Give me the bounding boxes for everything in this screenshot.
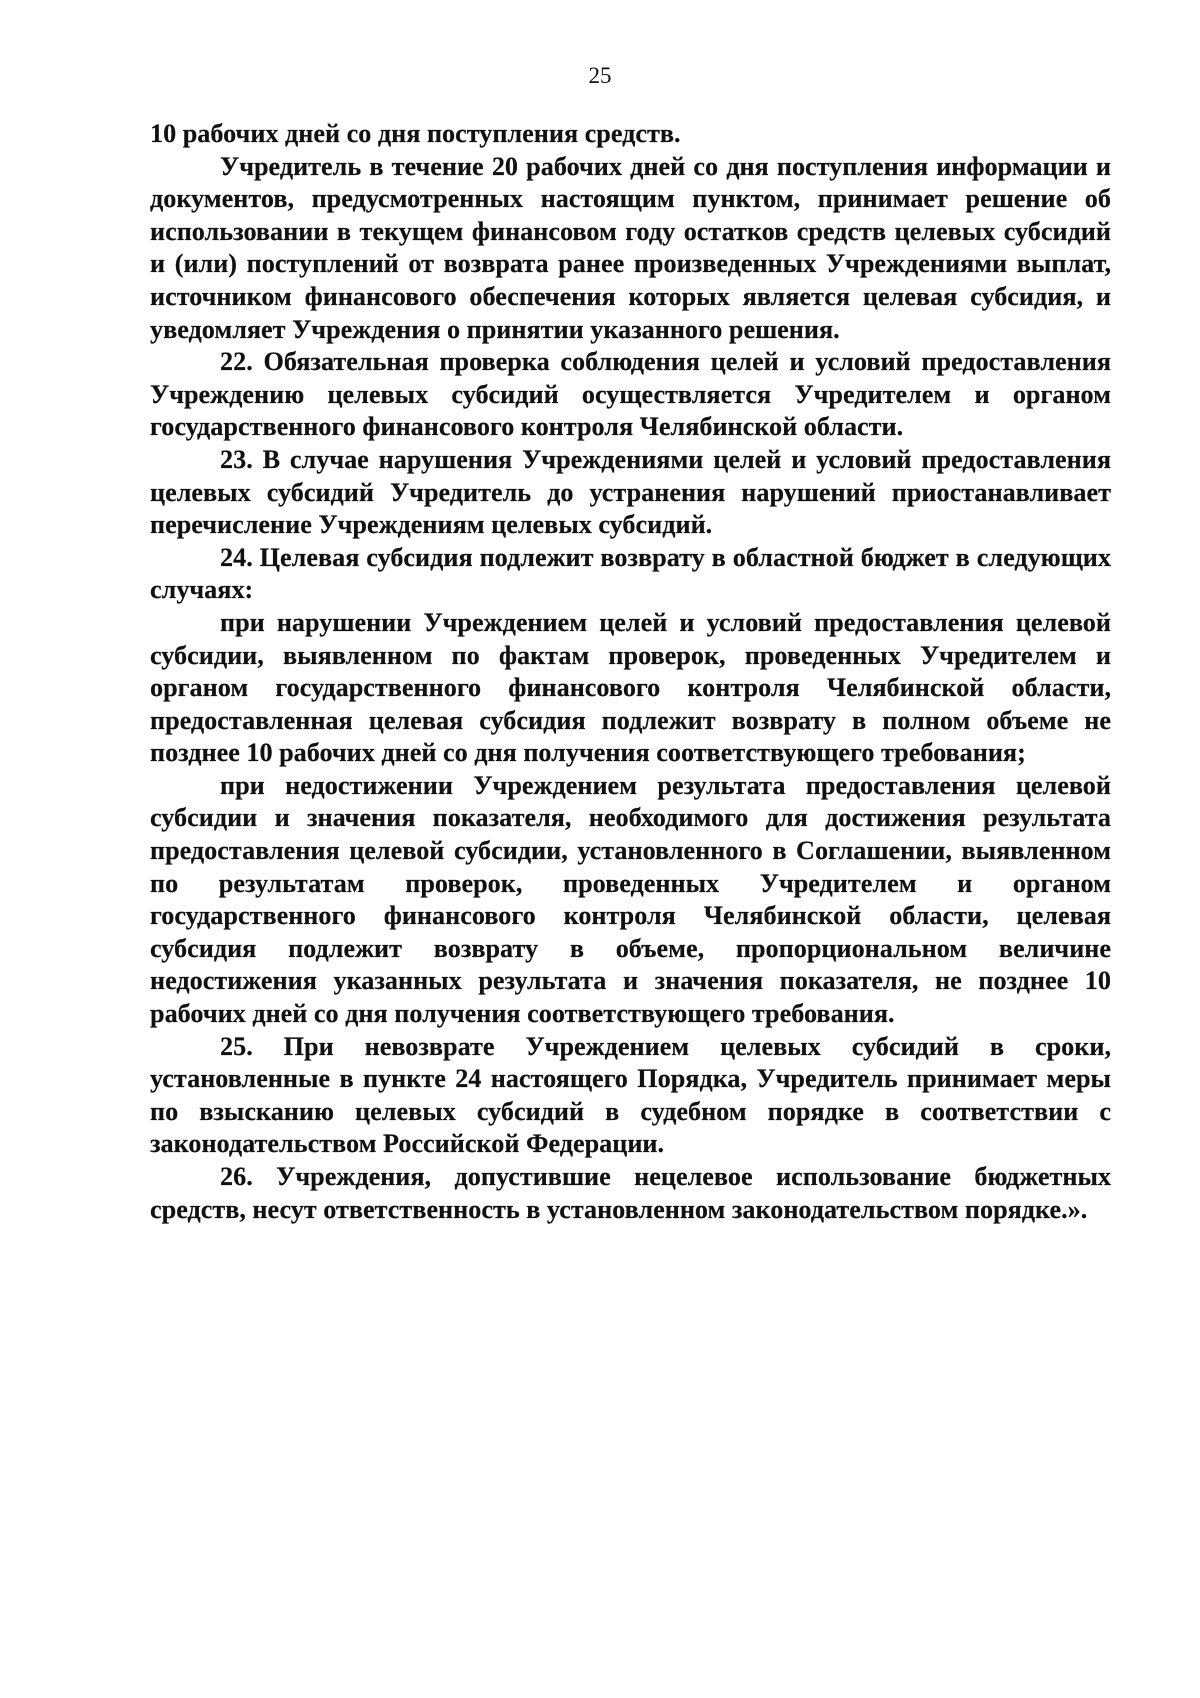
paragraph-item-24: 24. Целевая субсидия подлежит возврату в областной бюджет в следующих случаях: bbox=[150, 542, 1111, 605]
paragraph-continuation: 10 рабочих дней со дня поступления средств. bbox=[150, 119, 681, 148]
paragraph-founder-decision: Учредитель в течение 20 рабочих дней со дня поступления информации и документов, предусмотренных настоящим пунктом, принимает решение об использовании в текущем финансовом году остатков средств целевых субсидий и (или) поступлений от возврата ранее произведенных Учреждениями выплат, источником финансового обеспечения которых является целевая субсидия, и уведомляет Учреждения о принятии указанного решения. bbox=[150, 151, 1111, 344]
page-number: 25 bbox=[588, 63, 612, 88]
paragraph-item-24-case-violation: при нарушении Учреждением целей и условий предоставления целевой субсидии, выявленном по фактам проверок, проведенных Учредителем и органом государственного финансового контроля Челябинской области, предоставленная целевая субсидия подлежит возврату в полном объеме не позднее 10 рабочих дней со дня получения соответствующего требования; bbox=[150, 607, 1111, 768]
paragraph-item-25: 25. При невозврате Учреждением целевых субсидий в сроки, установленные в пункте 24 настоящего Порядка, Учредитель принимает меры по взысканию целевых субсидий в судебном порядке в соответствии с законодательством Российской Федерации. bbox=[150, 1031, 1111, 1159]
paragraph-item-23: 23. В случае нарушения Учреждениями целей и условий предоставления целевых субсидий Учредитель до устранения нарушений приостанавливает перечисление Учреждениям целевых субсидий. bbox=[150, 444, 1111, 540]
paragraph-item-26: 26. Учреждения, допустившие нецелевое использование бюджетных средств, несут ответственность в установленном законодательством порядке.». bbox=[150, 1162, 1111, 1224]
paragraph-item-24-case-non-achievement: при недостижении Учреждением результата предоставления целевой субсидии и значения показателя, необходимого для достижения результата предоставления целевой субсидии, установленного в Соглашении, выявленном по результатам проверок, проведенных Учредителем и органом государственного финансового контроля Челябинской области, целевая субсидия подлежит возврату в объеме, пропорциональном величине недостижения указанных результата и значения показателя, не позднее 10 рабочих дней со дня получения соответствующего требования. bbox=[150, 770, 1111, 1029]
document-body bbox=[150, 118, 1111, 1226]
paragraph-item-22: 22. Обязательная проверка соблюдения целей и условий предоставления Учреждению целевых субсидий осуществляется Учредителем и органом государственного финансового контроля Челябинской области. bbox=[150, 347, 1111, 442]
